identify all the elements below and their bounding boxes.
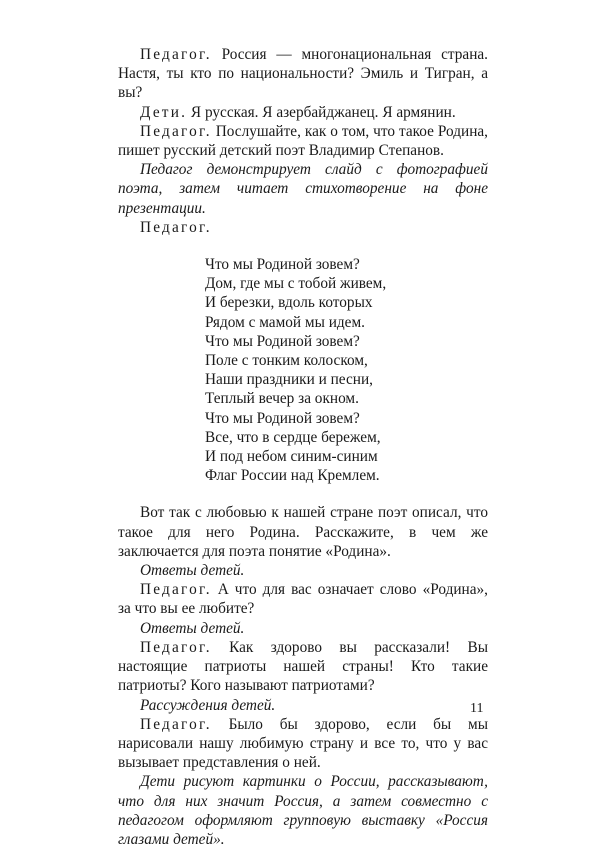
paragraph-2 [118, 103, 488, 122]
paragraph-5 [118, 218, 488, 237]
poem [205, 255, 488, 485]
stage-direction-1 [118, 160, 488, 218]
paragraph-text: Было бы здорово, если бы мы нарисовали нашу любимую страну и все то, что у вас вызывает представления о ней. [118, 715, 488, 772]
italic-text: Педагог демонстрирует слайд с фотографией поэта, затем читает стихотворение на фоне презентации. [118, 161, 488, 217]
speaker-label: Педагог. [140, 46, 212, 63]
paragraph-question [118, 580, 488, 618]
speaker-label: Педагог. [140, 581, 212, 599]
poem-line: Что мы Родиной зовем? [205, 409, 360, 427]
poem-line: Все, что в сердце бережем, [205, 428, 381, 446]
poem-line: Рядом с мамой мы идем. [205, 313, 365, 331]
poem-line: И березки, вдоль которых [205, 294, 373, 312]
poem-line: Дом, где мы с тобой живем, [205, 275, 387, 293]
stage-direction-2 [118, 561, 488, 580]
poem-line: Теплый вечер за окном. [205, 390, 359, 408]
italic-text: Рассуждения детей. [140, 696, 276, 714]
page-number: 11 [470, 701, 484, 716]
paragraph-text: Россия — многонациональная страна. Настя, ты кто по национальности? Эмиль и Тигран, а вы? [118, 46, 488, 102]
italic-text: Ответы детей. [140, 562, 245, 580]
paragraph-patriots [118, 638, 488, 696]
poem-line: И под небом синим-синим [205, 448, 378, 466]
speaker-label: Педагог. [140, 638, 212, 656]
paragraph-text: Как здорово вы рассказали! Вы настоящие патриоты нашей страны! Кто такие патриоты? Кого называют патриотами? [118, 638, 488, 695]
paragraph-after-poem: Вот так с любовью к нашей стране поэт описал, что такое для него Родина. Расскажите, в чем же заключается для поэта понятие «Родина». [118, 504, 488, 560]
paragraph-text: Послушайте, как о том, что такое Родина, пишет русский детский поэт Владимир Степанов. [118, 122, 488, 160]
poem-line: Что мы Родиной зовем? [205, 256, 360, 274]
poem-line: Флаг России над Кремлем. [205, 467, 380, 485]
poem-line: Поле с тонким колоском, [205, 352, 368, 370]
paragraph-drawing [118, 715, 488, 773]
speaker-label: Педагог. [140, 715, 212, 733]
paragraph-1 [118, 45, 488, 103]
poem-line: Наши праздники и песни, [205, 371, 373, 389]
stage-direction-final [118, 772, 488, 849]
page-body [118, 45, 488, 849]
italic-text: Дети рисуют картинки о России, рассказывают, что для них значит Россия, а затем совместно с педагогом оформляют групповую выставку «Россия глазами детей». [118, 773, 488, 848]
speaker-label: Педагог. [140, 122, 212, 140]
poem-line: Что мы Родиной зовем? [205, 332, 360, 350]
speaker-label: Дети. [140, 103, 188, 121]
italic-text: Ответы детей. [140, 619, 245, 637]
stage-direction-4 [118, 696, 488, 715]
stage-direction-3 [118, 619, 488, 638]
speaker-label: Педагог. [140, 218, 212, 236]
paragraph-text: А что для вас означает слово «Родина», за что вы ее любите? [118, 581, 488, 618]
paragraph-text: Я русская. Я азербайджанец. Я армянин. [187, 103, 456, 121]
paragraph-3 [118, 122, 488, 160]
